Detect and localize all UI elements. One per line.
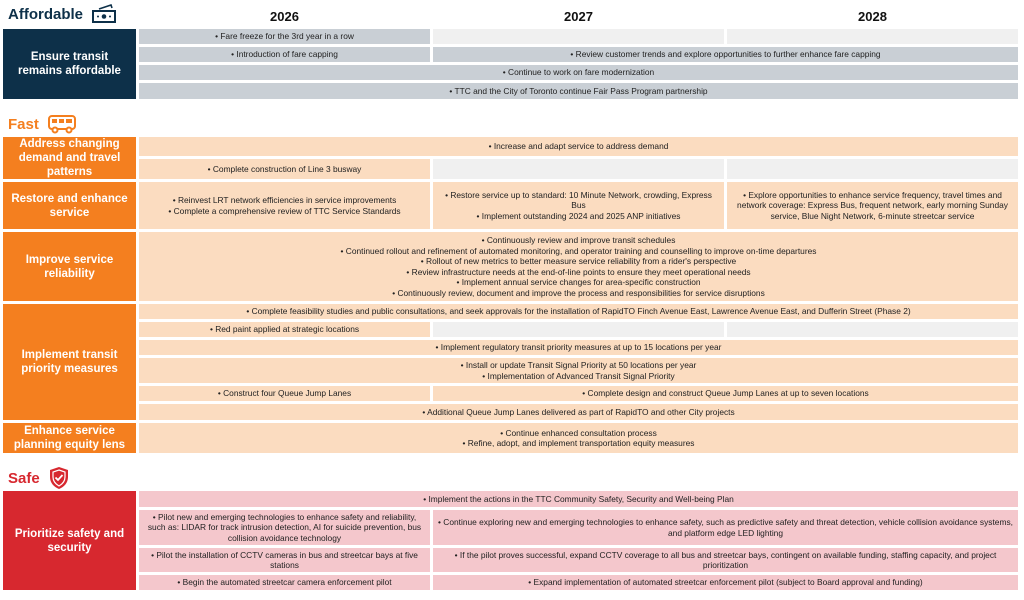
item-text: • TTC and the City of Toronto continue Fair Pass Program partnership xyxy=(449,85,708,96)
roadmap-item xyxy=(139,510,430,545)
item-text: • Fare freeze for the 3rd year in a row xyxy=(215,31,354,42)
empty-cell xyxy=(433,29,724,44)
section-title-text: Affordable xyxy=(8,5,83,23)
roadmap-item xyxy=(139,386,430,401)
objective-label: Restore and enhance service xyxy=(3,182,136,229)
roadmap-item xyxy=(139,137,1018,156)
item-text: • Review infrastructure needs at the end-of-line points to ensure they meet operational needs xyxy=(406,266,751,277)
objective-label: Address changing demand and travel patterns xyxy=(3,137,136,179)
roadmap-item xyxy=(139,65,1018,80)
item-text: • Construct four Queue Jump Lanes xyxy=(217,388,352,399)
item-text: • Implement annual service changes for area-specific construction xyxy=(456,277,701,287)
item-text: • Complete construction of Line 3 busway xyxy=(207,163,362,174)
roadmap-item xyxy=(139,575,430,590)
item-text: • Continued rollout and refinement of automated monitoring, and operator training and counselling to improve on-time departures xyxy=(340,245,817,256)
item-text: • Explore opportunities to enhance service frequency, travel times and network coverage: Express Bus, frequent network, early morning Sunday service, Blue Night Network, 6-minute streetcar service xyxy=(737,189,1008,221)
roadmap-item xyxy=(727,182,1018,229)
item-text: • Implementation of Advanced Transit Signal Priority xyxy=(482,370,675,381)
item-text: • Reinvest LRT network efficiencies in service improvements xyxy=(172,195,397,205)
section-title-text: Safe xyxy=(8,469,40,487)
item-text: • Implement the actions in the TTC Community Safety, Security and Well-being Plan xyxy=(423,493,734,504)
empty-cell xyxy=(727,29,1018,44)
roadmap-item xyxy=(433,575,1018,590)
roadmap-item xyxy=(139,304,1018,319)
item-text: • Pilot the installation of CCTV cameras in bus and streetcar bays at five stations xyxy=(151,549,418,570)
section-title-fast xyxy=(8,114,77,134)
roadmap-item xyxy=(433,182,724,229)
roadmap-item xyxy=(139,423,1018,453)
item-text: • Implement regulatory transit priority measures at up to 15 locations per year xyxy=(435,342,722,353)
year-header-2027: 2027 xyxy=(564,9,593,24)
section-title-text: Fast xyxy=(8,115,39,133)
roadmap-item xyxy=(139,358,1018,383)
item-text: • Review customer trends and explore opportunities to further enhance fare capping xyxy=(570,49,881,60)
item-text: • Additional Queue Jump Lanes delivered as part of RapidTO and other City projects xyxy=(422,406,735,417)
section-title-affordable xyxy=(8,4,117,24)
item-text: • If the pilot proves successful, expand CCTV coverage to all bus and streetcar bays, contingent on available funding, staffing capacity, and project prioritization xyxy=(454,549,997,570)
section-title-safe xyxy=(8,466,70,490)
roadmap-item xyxy=(139,83,1018,99)
objective-label: Implement transit priority measures xyxy=(3,304,136,420)
item-text: • Rollout of new metrics to better measure service reliability from a rider's perspective xyxy=(420,256,737,266)
roadmap-item xyxy=(139,340,1018,355)
objective-label: Prioritize safety and security xyxy=(3,491,136,590)
item-text: • Complete design and construct Queue Jump Lanes at up to seven locations xyxy=(582,388,869,399)
roadmap-item xyxy=(139,548,430,572)
item-text: • Red paint applied at strategic locations xyxy=(209,324,360,335)
empty-cell xyxy=(727,322,1018,337)
item-text: • Continuously review and improve transit schedules xyxy=(481,235,676,245)
roadmap-item xyxy=(433,510,1018,545)
roadmap-item xyxy=(433,386,1018,401)
item-text: • Introduction of fare capping xyxy=(231,49,338,60)
item-text: • Implement outstanding 2024 and 2025 ANP initiatives xyxy=(476,210,681,221)
item-text: • Increase and adapt service to address demand xyxy=(488,141,669,152)
roadmap-item xyxy=(139,322,430,337)
item-text: • Continuously review, document and improve the process and responsibilities for service disruptions xyxy=(392,287,765,298)
roadmap-item xyxy=(139,29,430,44)
item-text: • Restore service up to standard: 10 Minute Network, crowding, Express Bus xyxy=(445,189,712,211)
item-text: • Pilot new and emerging technologies to enhance safety and reliability, such as: LIDAR for track intrusion detection, AI for suicide prevention, bus collision avoidance technology xyxy=(147,511,422,543)
roadmap-item xyxy=(139,404,1018,420)
objective-label: Improve service reliability xyxy=(3,232,136,301)
shield-check-icon xyxy=(48,466,70,490)
item-text: • Complete a comprehensive review of TTC Service Standards xyxy=(168,205,401,216)
year-header-2026: 2026 xyxy=(270,9,299,24)
item-text: • Continue exploring new and emerging technologies to enhance safety, such as predictive safety and threat detection, vehicle collision avoidance systems, and platform edge LED lighting xyxy=(438,517,1013,538)
roadmap-item xyxy=(433,548,1018,572)
roadmap-item xyxy=(139,182,430,229)
item-text: • Install or update Transit Signal Priority at 50 locations per year xyxy=(460,360,697,370)
item-text: • Refine, adopt, and implement transportation equity measures xyxy=(462,438,695,448)
item-text: • Continue enhanced consultation process xyxy=(500,427,657,438)
money-icon xyxy=(91,4,117,24)
item-text: • Complete feasibility studies and public consultations, and seek approvals for the installation of RapidTO Finch Avenue East, Lawrence Avenue East, and Dufferin Street (Phase 2) xyxy=(246,306,911,317)
empty-cell xyxy=(433,159,724,179)
year-header-2028: 2028 xyxy=(858,9,887,24)
objective-label: Enhance service planning equity lens xyxy=(3,423,136,453)
item-text: • Continue to work on fare modernization xyxy=(502,67,655,78)
item-text: • Expand implementation of automated streetcar enforcement pilot (subject to Board approval and funding) xyxy=(528,577,923,588)
roadmap-item xyxy=(139,47,430,62)
item-text: • Begin the automated streetcar camera enforcement pilot xyxy=(177,577,392,588)
empty-cell xyxy=(433,322,724,337)
roadmap-item xyxy=(139,159,430,179)
roadmap-item xyxy=(139,232,1018,301)
bus-icon xyxy=(47,114,77,134)
objective-label: Ensure transit remains affordable xyxy=(3,29,136,99)
roadmap-item xyxy=(139,491,1018,507)
empty-cell xyxy=(727,159,1018,179)
roadmap-item xyxy=(433,47,1018,62)
